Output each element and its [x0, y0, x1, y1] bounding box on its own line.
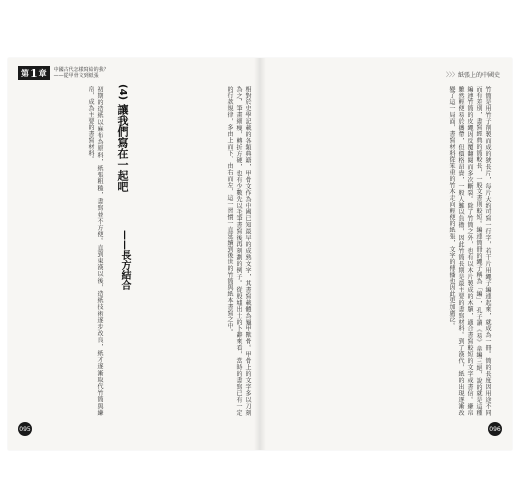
section-number: (4): [117, 84, 128, 101]
section-title: 讓我們寫在一起吧: [116, 103, 129, 192]
page-number-right: 096: [488, 422, 502, 436]
section-subtitle: ——長方結合: [119, 230, 130, 290]
book-spread: [8, 58, 512, 450]
running-title-line2: ——從甲骨文到紙張: [53, 73, 99, 79]
running-head-left: [18, 66, 109, 80]
body-text-column: 相對於史學記載的各類典籍，甲骨文作為中國已知最早的成熟文字，其書寫載體為龜甲獸骨。甲骨上的文字多以刀刻為之，筆畫細瘦，轉折方硬，也有少數先以毛筆書寫後再刻劃的例子。從殷墟出土的卜辭來看，當時的書寫已有一定的行款規律，多由上而下、由右而左，這一習慣一直延續到後世的竹簡與紙本書寫之中。: [226, 86, 251, 416]
chapter-badge: [18, 66, 50, 80]
body-text-main: 竹簡是用竹子削製而成的狹長片，每片大約可寫一行字，若干片用繩子編連起來，就成為一冊。簡的長度因用途不同而有差別，書寫經典的簡較長，一般文書則較短。編連簡冊的繩子稱為「編」，孔子讀《易》韋編三絕，說的就是這種編連竹簡的皮繩因反覆翻閱而多次斷裂。除了竹簡之外，也有以木片製成的木牘，適合書寫較短的文字或書信。縑帛雖然輕便易於攜帶，但價格昂貴，一般人難以負擔，因此竹簡長期是最主要的書寫材料。到了漢代，紙的出現逐漸改變了這一局面，書寫材料從笨重的竹木走向輕便的紙張，文字的傳播也因此更加廣泛。: [448, 86, 491, 416]
section-heading: [106, 84, 128, 234]
chapter-number: 1: [30, 66, 38, 80]
chapter-prefix: 第: [21, 67, 29, 78]
running-title: [54, 67, 109, 79]
left-page: [8, 58, 260, 450]
chapter-suffix: 章: [38, 67, 47, 78]
body-text-column-2: 初期的造紙以麻布為原料，紙張粗糙，書寫並不方便。直到東漢以後，造紙技術逐步改良，紙才逐漸取代竹簡與縑帛，成為主要的書寫材料。: [87, 86, 103, 416]
running-title-line1: 中國古代怎樣寫給的我？: [53, 67, 109, 73]
running-head-right: 〉〉〉紙張上的中國史: [445, 72, 500, 79]
right-page: [260, 58, 512, 450]
page-number-left: 095: [18, 422, 32, 436]
